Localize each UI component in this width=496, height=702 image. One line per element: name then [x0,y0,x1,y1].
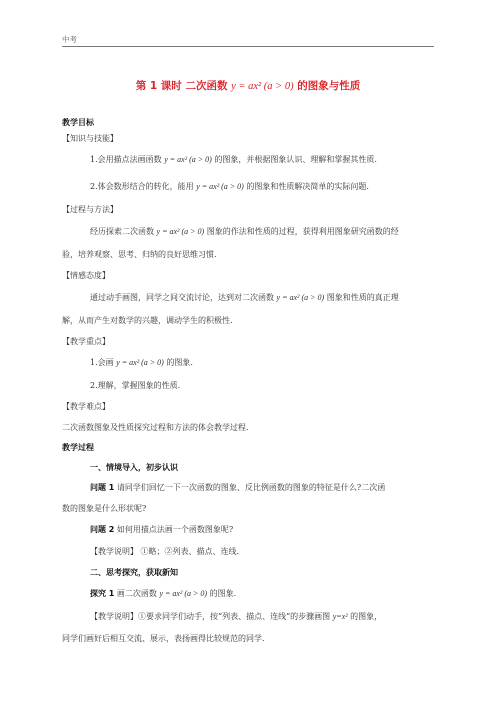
title-prefix: 第 1 课时 二次函数 [135,80,232,92]
question-1-label: 问题 1 [90,483,115,492]
section-teaching-goals: 教学目标 [62,118,94,127]
subheading-emotion: 【情感态度】 [62,271,110,280]
knowledge-item-2: 2.体会数形结合的转化，能用 y = ax² (a > 0) 的图象和性质解决简单的实际问题. [90,182,369,191]
question-1-continued: 数的图象是什么形状呢? [62,504,147,513]
knowledge-item-1: 1.会用描点法画函数 y = ax² (a > 0) 的图象，并根据图象认识、理解和掌握其性质. [90,155,377,164]
question-2: 问题 2 如何用描点法画一个函数图象呢? [90,525,234,534]
question-2-label: 问题 2 [90,525,115,534]
step-heading-2: 二、思考探究，获取新知 [90,568,178,577]
page-header: 中考 [62,35,77,44]
section-teaching-process: 教学过程 [62,443,94,452]
emotion-paragraph-line-2: 解，从而产生对数学的兴趣，调动学生的积极性. [62,316,233,325]
question-1: 问题 1 请同学们回忆一下一次函数的图象、反比例函数的图象的特征是什么?二次函 [90,483,386,492]
teaching-note-2-continued: 同学们画好后相互交流、展示，表扬画得比较规范的同学. [62,634,265,643]
exploration-1-label: 探究 1 [90,589,115,598]
subheading-difficulties: 【教学难点】 [62,402,110,411]
subheading-knowledge: 【知识与技能】 [62,134,118,143]
teaching-note-2: 【教学说明】①要求同学们动手，按“列表、描点、连线”的步骤画图 y=x² 的图象， [90,612,383,621]
lesson-title [0,78,496,93]
key-point-2: 2.理解，掌握图象的性质. [90,381,181,390]
emotion-paragraph-line-1: 通过动手画图，同学之间交流讨论，达到对二次函数 y = ax² (a > 0) 图象和性质的真正理 [90,293,399,302]
process-paragraph-line-1: 经历探索二次函数 y = ax² (a > 0) 图象的作法和性质的过程，获得利用图象研究函数的经 [90,227,399,236]
subheading-key-points: 【教学重点】 [62,337,110,346]
subheading-process: 【过程与方法】 [62,205,118,214]
key-point-1: 1.会画 y = ax² (a > 0) 的图象. [90,358,193,367]
process-paragraph-line-2: 验，培养观察、思考、归纳的良好思维习惯. [62,250,217,259]
title-suffix: 的图象与性质 [293,80,361,92]
teaching-note-1: 【教学说明】 ①略；②列表、描点、连线. [90,547,240,556]
step-heading-1: 一、情境导入，初步认识 [90,463,178,472]
difficulty-text: 二次函数图象及性质探究过程和方法的体会教学过程. [62,423,249,432]
exploration-1: 探究 1 画二次函数 y = ax² (a > 0) 的图象. [90,589,237,598]
header-divider [62,46,434,47]
title-formula: y = ax² (a > 0) [231,81,294,92]
